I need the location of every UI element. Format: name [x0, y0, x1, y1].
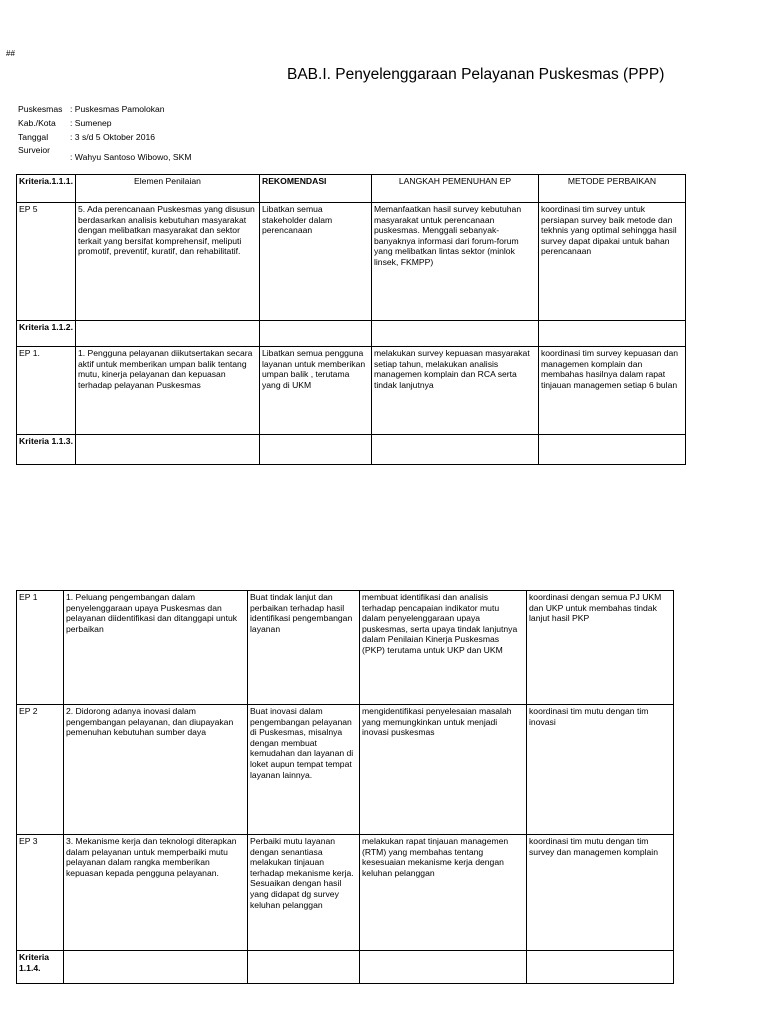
rekomendasi-cell [259, 435, 371, 465]
row-label: EP 2 [17, 705, 64, 835]
info-value: : Puskesmas Pamolokan [70, 104, 165, 114]
info-value: : Sumenep [70, 118, 112, 128]
table-row [17, 435, 686, 465]
langkah-cell: Memanfaatkan hasil survey kebutuhan masyarakat untuk perencanaan puskesmas. Menggali sebanyak-banyaknya informasi dari forum-forum yang melibatkan lintas sektor (minlok linsek, FKMPP) [371, 203, 538, 321]
info-label: Kab./Kota [18, 118, 56, 128]
table-row [17, 835, 674, 951]
metode-cell: koordinasi tim survey kepuasan dan managemen komplain dan membahas hasilnya dalam rapat tinjauan managemen setiap 6 bulan [538, 347, 685, 435]
info-label: Surveior [18, 145, 50, 155]
rekomendasi-cell: Libatkan semua pengguna layanan untuk memberikan umpan balik , terutama yang di UKM [259, 347, 371, 435]
table-row [17, 705, 674, 835]
table-row [17, 347, 686, 435]
assessment-table-1 [16, 174, 686, 465]
row-label: Kriteria 1.1.3. [17, 435, 76, 465]
elemen-cell [75, 321, 259, 347]
rekomendasi-cell: Buat inovasi dalam pengembangan pelayanan di Puskesmas, misalnya dengan membuat kemudahan dan layanan di loket aupun tempat tempat layanan lainnya. [248, 705, 360, 835]
table-row [17, 951, 674, 984]
header-rekomendasi: REKOMENDASI [259, 175, 371, 203]
metode-cell [538, 435, 685, 465]
info-label: Puskesmas [18, 104, 63, 114]
header-kriteria: Kriteria.1.1.1. [17, 175, 76, 203]
elemen-cell: 1. Pengguna pelayanan diikutsertakan secara aktif untuk memberikan umpan balik tentang mutu, kinerja pelayanan dan kepuasan terhadap pelayanan Puskesmas [75, 347, 259, 435]
rekomendasi-cell [248, 951, 360, 984]
langkah-cell [360, 951, 527, 984]
langkah-cell: membuat identifikasi dan analisis terhadap pencapaian indikator mutu dalam penyelenggaraan upaya puskesmas, serta upaya tindak lanjutnya dalam Penilaian Kinerja Puskesmas (PKP) terutama untuk UKP dan UKM [360, 591, 527, 705]
row-label: EP 3 [17, 835, 64, 951]
langkah-cell [371, 435, 538, 465]
metode-cell: koordinasi tim survey untuk persiapan survey baik metode dan tekhnis yang optimal sehingga hasil survey dapat dipakai untuk bahan perencanaan [538, 203, 685, 321]
table-row [17, 203, 686, 321]
header-elemen: Elemen Penilaian [75, 175, 259, 203]
info-label: Tanggal [18, 132, 49, 142]
info-puskesmas [18, 104, 165, 114]
row-label: EP 1 [17, 591, 64, 705]
header-langkah: LANGKAH PEMENUHAN EP [371, 175, 538, 203]
info-kabkota [18, 118, 112, 128]
info-value: : 3 s/d 5 Oktober 2016 [70, 132, 156, 142]
rekomendasi-cell: Libatkan semua stakeholder dalam perencanaan [259, 203, 371, 321]
elemen-cell: 3. Mekanisme kerja dan teknologi diterapkan dalam pelayanan untuk memperbaiki mutu pelayanan dalam rangka memberikan kepuasan kepada pengguna pelayanan. [64, 835, 248, 951]
table-row [17, 321, 686, 347]
row-label: EP 5 [17, 203, 76, 321]
info-surveior-name [18, 152, 191, 162]
elemen-cell [64, 951, 248, 984]
table-header-row [17, 175, 686, 203]
metode-cell: koordinasi tim mutu dengan tim survey dan managemen komplain [527, 835, 674, 951]
corner-mark: ## [6, 49, 15, 58]
rekomendasi-cell [259, 321, 371, 347]
metode-cell [527, 951, 674, 984]
info-tanggal [18, 132, 155, 142]
rekomendasi-cell: Buat tindak lanjut dan perbaikan terhadap hasil identifikasi pengembangan layanan [248, 591, 360, 705]
langkah-cell: melakukan survey kepuasan masyarakat setiap tahun, melakukan analisis managemen komplain dan RCA serta tindak lanjutnya [371, 347, 538, 435]
info-value: : Wahyu Santoso Wibowo, SKM [70, 152, 192, 162]
header-metode: METODE PERBAIKAN [538, 175, 685, 203]
langkah-cell: melakukan rapat tinjauan managemen (RTM) yang membahas tentang kesesuaian mekanisme kerja dengan keluhan pelanggan [360, 835, 527, 951]
metode-cell [538, 321, 685, 347]
table-row [17, 591, 674, 705]
elemen-cell: 5. Ada perencanaan Puskesmas yang disusun berdasarkan analisis kebutuhan masyarakat dengan melibatkan masyarakat dan sektor terkait yang bersifat komprehensif, meliputi promotif, preventif, kuratif, dan rehabilitatif. [75, 203, 259, 321]
rekomendasi-cell: Perbaiki mutu layanan dengan senantiasa melakukan tinjauan terhadap mekanisme kerja. Sesuaikan dengan hasil yang didapat dg survey keluhan pelanggan [248, 835, 360, 951]
elemen-cell: 1. Peluang pengembangan dalam penyelenggaraan upaya Puskesmas dan pelayanan diidentifikasi dan ditanggapi untuk perbaikan [64, 591, 248, 705]
page-title: BAB.I. Penyelenggaraan Pelayanan Puskesmas (PPP) [287, 66, 665, 83]
metode-cell: koordinasi dengan semua PJ UKM dan UKP untuk membahas tindak lanjut hasil PKP [527, 591, 674, 705]
row-label: Kriteria 1.1.4. [17, 951, 64, 984]
metode-cell: koordinasi tim mutu dengan tim inovasi [527, 705, 674, 835]
assessment-table-2 [16, 590, 674, 984]
langkah-cell [371, 321, 538, 347]
langkah-cell: mengidentifikasi penyelesaian masalah yang memungkinkan untuk menjadi inovasi puskesmas [360, 705, 527, 835]
row-label: Kriteria 1.1.2. [17, 321, 76, 347]
elemen-cell [75, 435, 259, 465]
elemen-cell: 2. Didorong adanya inovasi dalam pengembangan pelayanan, dan diupayakan pemenuhan kebutuhan sumber daya [64, 705, 248, 835]
row-label: EP 1. [17, 347, 76, 435]
